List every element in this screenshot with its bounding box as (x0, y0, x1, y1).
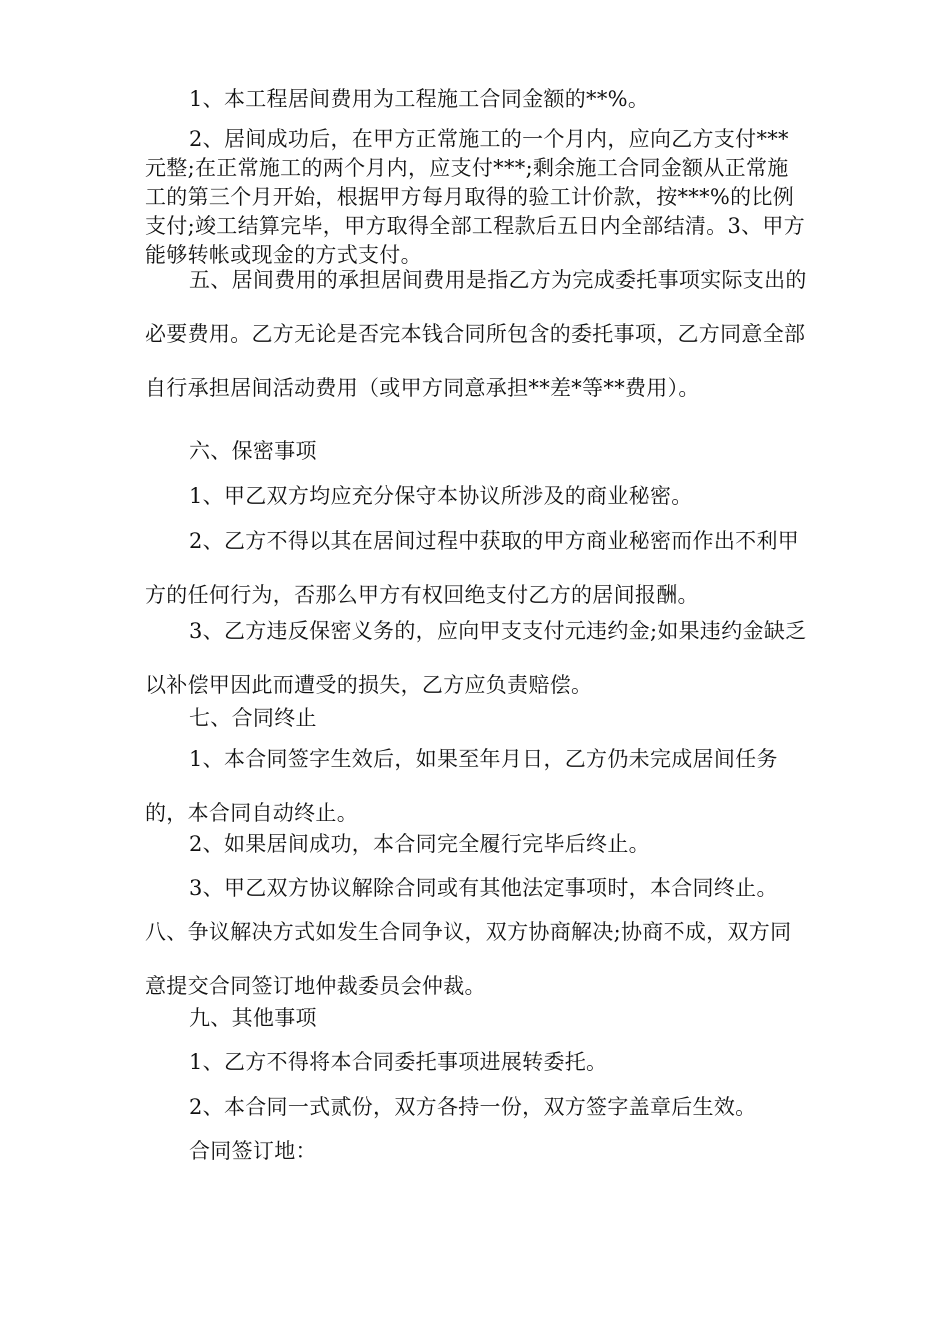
heading-termination: 七、合同终止 (189, 706, 317, 730)
paragraph-cost-bearing: 五、居间费用的承担居间费用是指乙方为完成委托事项实际支出的必要费用。乙方无论是否完本钱合同所包含的委托事项，乙方同意全部自行承担居间活动费用（或甲方同意承担**差*等**费用）。 (145, 268, 807, 400)
heading-confidentiality: 六、保密事项 (189, 439, 317, 463)
paragraph-fee-rate: 1、本工程居间费用为工程施工合同金额的**%。 (189, 87, 650, 111)
paragraph-confidentiality-3: 3、乙方违反保密义务的，应向甲支支付元违约金;如果违约金缺乏以补偿甲因此而遭受的损失，乙方应负责赔偿。 (145, 619, 807, 697)
paragraph-termination-2: 2、如果居间成功，本合同完全履行完毕后终止。 (189, 832, 650, 856)
heading-other-matters: 九、其他事项 (189, 1006, 317, 1030)
label-signing-place: 合同签订地： (189, 1139, 317, 1163)
paragraph-dispute-resolution: 八、争议解决方式如发生合同争议，双方协商解决;协商不成，双方同意提交合同签订地仲裁委员会仲裁。 (145, 920, 792, 998)
paragraph-confidentiality-2: 2、乙方不得以其在居间过程中获取的甲方商业秘密而作出不利甲方的任何行为，否那么甲方有权回绝支付乙方的居间报酬。 (145, 529, 800, 607)
paragraph-other-1: 1、乙方不得将本合同委托事项进展转委托。 (189, 1050, 608, 1074)
paragraph-payment-schedule: 2、居间成功后，在甲方正常施工的一个月内，应向乙方支付***元整;在正常施工的两个月内，应支付***;剩余施工合同金额从正常施工的第三个月开始，根据甲方每月取得的验工计价款，按***%的比例支付;竣工结算完毕，甲方取得全部工程款后五日内全部结清。3、甲方能够转帐或现金的方式支付。 (145, 127, 806, 267)
paragraph-termination-3: 3、甲乙双方协议解除合同或有其他法定事项时，本合同终止。 (189, 876, 778, 900)
paragraph-other-2: 2、本合同一式贰份，双方各持一份，双方签字盖章后生效。 (189, 1095, 757, 1119)
paragraph-confidentiality-1: 1、甲乙双方均应充分保守本协议所涉及的商业秘密。 (189, 484, 693, 508)
paragraph-termination-1: 1、本合同签字生效后，如果至年月日，乙方仍未完成居间任务的，本合同自动终止。 (145, 747, 778, 825)
